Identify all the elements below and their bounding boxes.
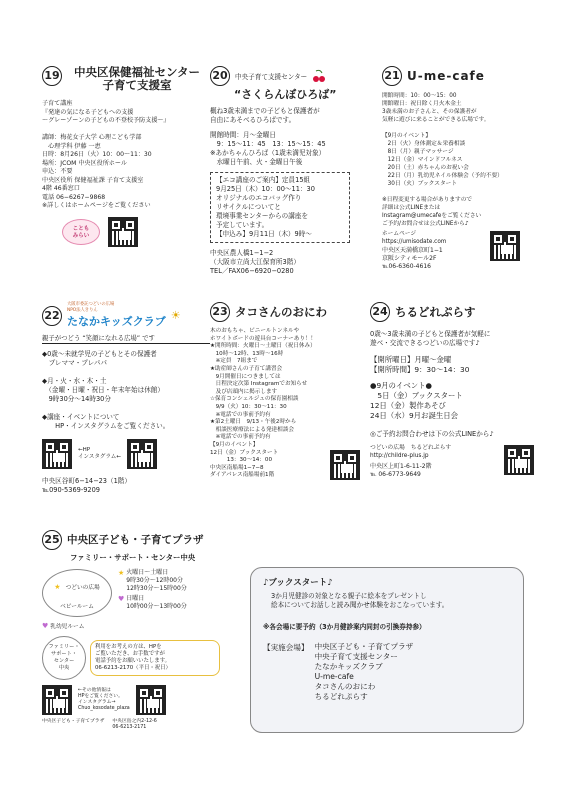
panel-title: タコさんのおにわ <box>235 304 327 319</box>
address-text: 中央区農人橋1−1−2 （大阪市立尚大江保育所3階） TEL／FAX06−6920−0280 <box>210 249 300 275</box>
panel-title: 中央区子ども・子育てプラザ <box>67 533 204 546</box>
qr-code[interactable] <box>504 445 534 475</box>
panel-subtitle: ファミリー・サポート・センター中央 <box>70 553 196 562</box>
panel-body: 開館時間：10：00〜15：00 開館曜日：祝日除く月火木金土 3歳未満のお子さんと、その保護者が 気軽に遊びに来ることができる広場です。 【9月のイベント】 2日（火）身体測定＆栄養相談 8日（月）親子マッサージ 12日（金）マインドフルネス 20日（土）赤ちゃんのお祝い会 22日（月）乳幼児ネイル体験会（予約不要） 30日（火）ブックスタート ※日程変更する場合がありますので 詳細は公式LINEまたは Instagram@umecafeをご覧ください ご予約/お問合せは公式LINEから♪ <box>382 93 503 227</box>
events-text: ●9月のイベント● 5日（金）ブックスタート 12日（金）製作あそび 24日（水）9月お誕生日会 <box>370 381 463 420</box>
hours-text: 【開所曜日】月曜〜金曜 【開所時間】9：30〜14：30 <box>370 355 470 374</box>
number-badge: 19 <box>42 66 62 86</box>
panel-title: ちるどれぷらす <box>395 304 476 319</box>
logo-caption: 大阪市委託つどいの広場 NPO法人きりん <box>67 302 115 313</box>
panel-tako-no-oniwa <box>210 302 368 517</box>
panel-kosodate-plaza <box>42 530 247 730</box>
number-badge: 23 <box>210 302 230 322</box>
panel-subtitle: 子育て支援室 <box>102 78 172 92</box>
cherry-icon <box>312 69 326 83</box>
event-box: 【エコ講座のご案内】定員15組 9月25日（木）10：00〜11：30 オリジナルのエコバッグ作り リサイクルについてと 環境事業センターからの講座を 予定しています。 【申込み】9月11日（木）9時〜 <box>210 172 350 243</box>
panel-body: 木のおもちゃ、ビニールトンネルや ホワイトボードの遊具台コーナーあり！！ ★開所時間：火曜日〜土曜日（祝日休み） 10時〜12時、13時〜16時 ※定員 7組まで ★助産師さんの子育て講習会 9月開催日につきましては 日程決定次第 Instagramでお知らせ 及び店頭内に掲示します ☆保育コンシェルジュの保育園相談 9/9（火）10：30〜11：30 ※電話での事前予約有 ★第2土曜日 9/13・午後2時から 相談医療療法による発達相談会 ※電話での事前予約有 【9月のイベント】 12日（金）ブックスタート 13：30〜14：00 <box>210 328 317 464</box>
club-logo: たなかキッズクラブ <box>67 315 166 328</box>
panel-title: 中央区保健福祉センター <box>73 65 201 79</box>
footer-name: 中央区子ども・子育てプラザ <box>42 719 105 724</box>
room-babyroom: ★ つどいの広場 ベビールーム <box>42 569 112 617</box>
panel-title: U-me-cafe <box>407 68 485 83</box>
family-support-badge: ファミリー・ サポート・ センター 中央 <box>42 636 86 680</box>
number-badge: 21 <box>382 66 402 86</box>
qr-code[interactable] <box>330 450 360 480</box>
schedule-weekday: 火曜日〜土曜日 9時30分〜12時00分 12時30分〜15時00分 <box>126 569 187 592</box>
hours-text: 開館時間：月〜金曜日 9：15〜11：45 13：15〜15：45 ※あかちゃんひろば（1歳未満児対象） 水曜日午前、火・金曜日午後 <box>210 131 326 166</box>
intro-text: 0歳〜3歳未満の子どもと保護者が気軽に 遊べ・交流できるつどいの広場です♪ <box>370 330 491 347</box>
address-text: 中央区南船場1−7−8 ダイアパレス南船場前1階 <box>210 464 275 479</box>
qr-code-hp[interactable] <box>42 685 72 715</box>
qr-labels: ←HP インスタグラム← <box>78 446 121 460</box>
panel-body: ◆0歳〜未就学児の子どもとその保護者 プレママ・プレパパ ◆月・火・水・木・土 （金曜・日曜・祝日・年末年始は休館） 9時30分〜14時30分 ◆講座・イベントについて HP・インスタグラムをご覧ください。 <box>42 350 170 430</box>
heart-icon: ♥ <box>118 595 125 603</box>
family-support-desc: 利用をお考えの方は、HPを ご覧いただき、お手数ですが 電話予約をお願いいたします。 06-6213-2170（平日・祝日） <box>90 640 220 676</box>
panel-body: 子育て講座 『発達の気になる子どもへの支援 〜グレーゾーンの子どもの不登校予防支援〜』 講師：梅花女子大学 心理こども学部 心理学科 伊藤 一恵 日時：8月26日（火）10：00〜11：30 場所：JCOM 中央区役所ホール 申込：不要 中央区役所 保健福祉課 子育て支援室 4階 46番窓口 電話 06−6267−9868 ※詳しくはホームページをご覧ください <box>42 100 170 209</box>
homepage-text: つどいの広場 ちるどれぷらす http://childre-plus.jp <box>370 445 452 459</box>
venue-label: 【実施会場】 <box>263 643 309 652</box>
homepage-text: ホームページ https://umisodate.com <box>382 231 447 245</box>
panel-children-plus <box>370 302 540 517</box>
qr-code-instagram[interactable] <box>127 439 157 469</box>
panel-u-me-cafe <box>382 66 532 298</box>
sun-icon: ☀ <box>170 309 181 322</box>
panel-health-welfare-center <box>42 66 210 298</box>
address-text: 中央区谷町6−14−23（1階） ℡090-5369-9209 <box>42 477 131 494</box>
room-infant: 乳幼児ルーム <box>50 624 85 630</box>
footer-address: 中央区島之内2-12-6 06-6213-2171 <box>112 719 157 730</box>
panel-sakuranbo-hiroba <box>210 66 368 298</box>
star-icon: ★ <box>118 569 125 577</box>
panel-subtitle: 中央子育て支援センター <box>235 73 308 81</box>
address-text: 中央区天満橋京町1−1 京阪シティモール2F ℡06-6360-4616 <box>382 247 443 270</box>
number-badge: 25 <box>42 530 62 550</box>
intro-text: 概ね3歳未満までの子どもと保護者が 自由にあそべるひろばです。 <box>210 107 320 124</box>
panel-tanaka-kids-club <box>42 302 210 517</box>
qr-code-instagram[interactable] <box>136 685 166 715</box>
number-badge: 22 <box>42 306 62 326</box>
bookstart-title: ♪ブックスタート♪ <box>263 578 333 588</box>
line-note: ◎ご予約お問合わせは下の公式LINEから♪ <box>370 430 494 438</box>
bookstart-note: ※各会場に要予約（3か月健診案内同封の引換券持参） <box>263 623 426 631</box>
heart-icon: ♥ <box>42 621 49 630</box>
qr-code[interactable] <box>490 231 520 261</box>
bookstart-desc: 3か月児健診の対象となる親子に絵本をプレゼントし 絵本についてお話しと読み聞かせ体験をおこなっています。 <box>271 592 449 609</box>
schedule-sunday: 日曜日 10時00分〜13時00分 <box>126 595 187 610</box>
address-text: 中央区上町1-6-11-2階 ℡ 06-6773-9649 <box>370 463 432 478</box>
number-badge: 24 <box>370 302 390 322</box>
number-badge: 20 <box>210 66 230 86</box>
star-icon: ★ <box>54 583 61 591</box>
venue-list: 中央区子ども・子育てプラザ 中央子育て支援センター たなかキッズクラブ U-me-cafe タコさんのおにわ ちるどれぷらす <box>314 642 414 701</box>
bookstart-box <box>250 567 524 733</box>
kodomo-mirai-logo: ことも みらい <box>62 219 100 245</box>
qr-note: ←その他情報は HPをご覧ください。 インスタグラム→ Chuo_kosodate_plaza <box>78 688 130 711</box>
qr-code-hp[interactable] <box>42 439 72 469</box>
tagline: 親子がつどう “笑顔になれる広場” です <box>42 333 210 344</box>
qr-code[interactable] <box>108 217 138 247</box>
panel-title: “さくらんぼひろば” <box>234 88 337 101</box>
